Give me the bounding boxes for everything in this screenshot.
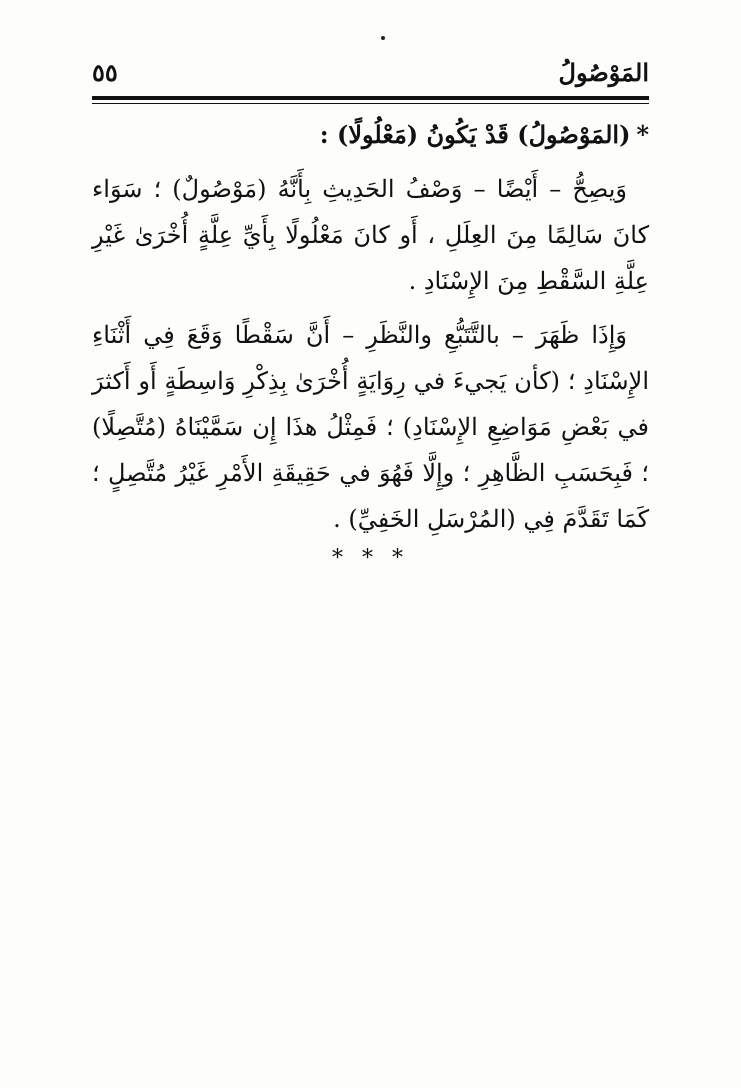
header-rule-thin [92,103,649,104]
header-rule-thick [92,96,649,100]
print-speck [381,36,385,40]
body-text [92,112,649,550]
section-divider: * * * [332,546,409,571]
paragraph-2: وَإِذَا ظَهَرَ – بالتَّتَبُّعِ والنَّظَرِ – أَنَّ سَقْطًا وَقَعَ فِي أَثْنَاءِ الإِسْنَادِ ؛ (كأن يَجيءَ في رِوَايَةٍ أُخْرَىٰ بِذِكْرِ وَاسِطَةٍ أَو أَكثرَ في بَعْضِ مَوَاضِعِ الإِسْنَادِ) ؛ فَمِثْلُ هذَا إِن سَمَّيْنَاهُ (مُتَّصِلًا) ؛ فَبِحَسَبِ الظَّاهِرِ ؛ وإِلَّا فَهُوَ في حَقِيقَةِ الأَمْرِ غَيْرُ مُتَّصِلٍ ؛ كَمَا تَقَدَّمَ فِي (المُرْسَلِ الخَفِيِّ) . [92,321,649,533]
section-heading [92,112,649,158]
chapter-title: المَوْصُولُ [558,58,649,87]
paragraph-1: وَيصِحُّ – أَيْضًا – وَصْفُ الحَدِيثِ بِأَنَّهُ (مَوْصُولٌ) ؛ سَوَاء كانَ سَالِمًا مِنَ العِلَلِ ، أَو كانَ مَعْلُولًا بِأَيِّ عِلَّةٍ أُخْرَىٰ غَيْرِ عِلَّةِ السَّقْطِ مِنَ الإِسْنَادِ . [92,175,649,295]
running-header [92,56,649,90]
heading-star: * [636,120,649,149]
page-number: ٥٥ [92,58,118,87]
heading-text: (المَوْصُولُ) قَدْ يَكُونُ (مَعْلُولًا) : [319,120,631,149]
